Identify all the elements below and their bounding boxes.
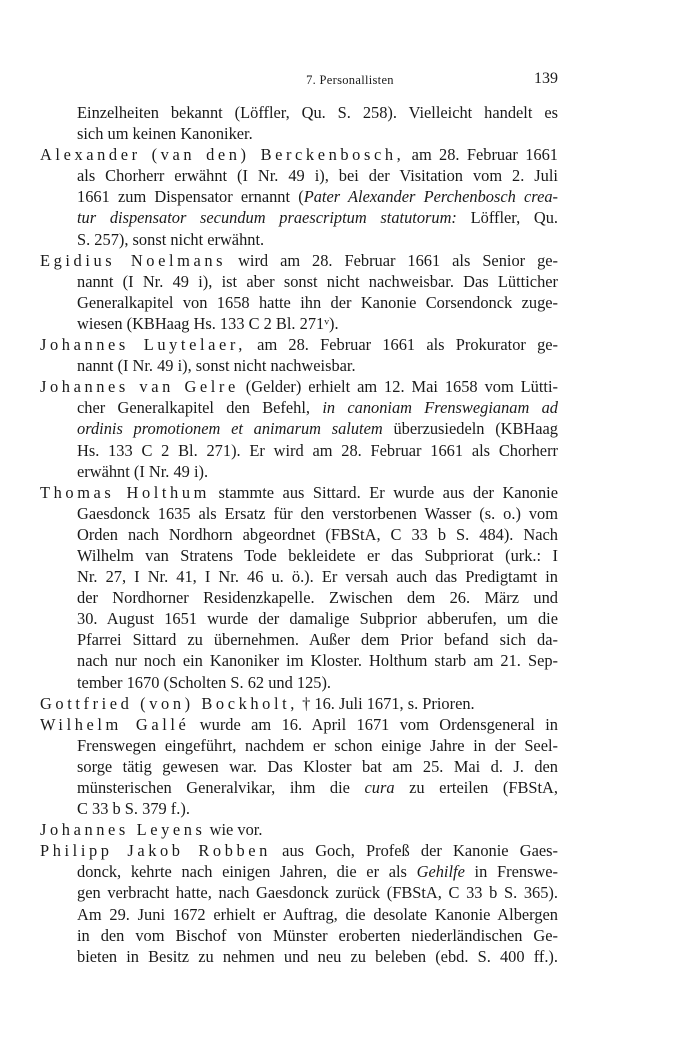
text-segment: Pfarrei Sittard zu übernehmen. Außer dem Prior befand sich da- xyxy=(77,630,558,650)
text-segment: Löffler, Qu. xyxy=(456,208,559,228)
register-entry xyxy=(40,840,558,967)
text-line xyxy=(40,250,558,271)
text-segment: 30. August 1651 wurde der damalige Subprior abberufen, um die xyxy=(77,609,558,629)
register-entry xyxy=(40,693,558,714)
text-line xyxy=(40,650,558,671)
text-segment: zu erteilen (FBStA, xyxy=(394,778,558,797)
text-segment: Wilhelm van Stratens Tode bekleidete er das Subpriorat (urk.: I xyxy=(77,545,558,565)
text-segment: Hs. 133 C 2 Bl. 271). Er wird am 28. Februar 1661 als Chorherr xyxy=(77,440,558,460)
text-line xyxy=(40,229,558,250)
text-line xyxy=(40,334,558,355)
text-segment: Nr. 27, I Nr. 41, I Nr. 46 u. ö.). Er versah auch das Predigtamt in xyxy=(77,567,558,587)
person-name: Thomas Holthum xyxy=(40,482,210,502)
register-entry xyxy=(40,102,558,144)
text-line xyxy=(40,608,558,629)
register-entry xyxy=(40,819,558,840)
text-segment: S. 257), sonst nicht erwähnt. xyxy=(77,229,265,249)
text-segment: der Nordhorner Residenzkapelle. Zwischen dem 26. März und xyxy=(77,588,558,608)
text-line xyxy=(40,397,558,418)
text-line xyxy=(40,524,558,545)
person-name: Philipp Jakob Robben xyxy=(40,841,271,861)
text-segment: sich um keinen Kanoniker. xyxy=(77,124,253,144)
text-line xyxy=(40,144,558,165)
text-line xyxy=(40,418,558,439)
latin-quote: cura xyxy=(364,778,395,797)
running-head xyxy=(0,70,700,92)
text-segment: Frenswegen eingeführt, nachdem er schon einige Jahre in der Seel- xyxy=(77,735,558,755)
running-title: 7. Personallisten xyxy=(306,73,394,87)
text-segment: wiesen (KBHaag Hs. 133 C 2 Bl. 271ᵛ). xyxy=(77,313,339,333)
text-segment: cher Generalkapitel den Befehl, xyxy=(77,398,323,418)
person-name: Johannes Luytelaer, xyxy=(40,335,246,355)
text-segment: bieten in Besitz zu nehmen und neu zu beleben (ebd. S. 400 ff.). xyxy=(77,946,558,966)
text-line xyxy=(40,355,558,376)
text-line xyxy=(40,461,558,482)
latin-quote: ordinis promotionem et animarum salutem xyxy=(77,419,383,439)
text-segment: am 28. Februar 1661 als Prokurator ge- xyxy=(245,335,559,355)
text-segment: in Frenswe- xyxy=(464,862,558,882)
text-line xyxy=(40,207,558,228)
text-segment: sorge tätig gewesen war. Das Kloster bat am 25. Mai d. J. den xyxy=(77,756,558,776)
text-line xyxy=(40,693,558,714)
text-line xyxy=(40,861,558,882)
text-segment: erwähnt (I Nr. 49 i). xyxy=(77,461,209,481)
person-name: Johannes van Gelre xyxy=(40,377,239,397)
text-line xyxy=(40,440,558,461)
register-entry xyxy=(40,376,558,481)
latin-quote: Gehilfe xyxy=(416,862,465,882)
text-segment: wurde am 16. April 1671 vom Ordensgeneral in xyxy=(189,714,558,734)
text-line xyxy=(40,566,558,587)
text-line xyxy=(40,840,558,861)
text-line xyxy=(40,313,558,334)
text-segment: C 33 b S. 379 f.). xyxy=(77,799,190,819)
text-segment: Am 29. Juni 1672 erhielt er Auftrag, die desolate Kanonie Albergen xyxy=(77,904,558,924)
register-entry xyxy=(40,144,558,249)
text-line xyxy=(40,925,558,946)
text-line xyxy=(40,756,558,777)
person-name: Wilhelm Gallé xyxy=(40,714,190,734)
text-segment: † 16. Juli 1671, s. Prioren. xyxy=(297,693,475,713)
text-segment: in den vom Bischof von Münster eroberten niederländischen Ge- xyxy=(77,925,558,945)
text-segment: nach nur noch ein Kanoniker im Kloster. Holthum starb am 21. Sep- xyxy=(77,651,558,671)
text-segment: als Chorherr erwähnt (I Nr. 49 i), bei der Visitation vom 2. Juli xyxy=(77,166,558,186)
text-segment: Einzelheiten bekannt (Löffler, Qu. S. 258). Vielleicht handelt es xyxy=(77,103,558,122)
person-name: Egidius Noelmans xyxy=(40,250,227,270)
text-segment: aus Goch, Profeß der Kanonie Gaes- xyxy=(270,841,558,861)
register-entry xyxy=(40,250,558,334)
latin-quote: tur dispensator secundum praescriptum statutorum: xyxy=(77,208,457,228)
register-entry xyxy=(40,334,558,376)
text-segment: nannt (I Nr. 49 i), sonst nicht nachweisbar. xyxy=(77,356,356,376)
text-segment: nannt (I Nr. 49 i), ist aber sonst nicht nachweisbar. Das Lütticher xyxy=(77,271,558,291)
text-line xyxy=(40,629,558,650)
page-number: 139 xyxy=(534,70,558,87)
text-segment: überzusiedeln (KBHaag xyxy=(382,419,558,439)
body-text xyxy=(40,102,558,967)
text-line xyxy=(40,798,558,819)
text-segment: donck, kehrte nach einigen Jahren, die er als xyxy=(77,862,417,882)
text-segment: wie vor. xyxy=(205,820,263,840)
text-segment: stammte aus Sittard. Er wurde aus der Kanonie xyxy=(210,482,558,502)
text-segment: wird am 28. Februar 1661 als Senior ge- xyxy=(226,250,558,270)
person-name: Gottfried (von) Bockholt, xyxy=(40,693,298,713)
text-segment: Orden nach Nordhorn abgeordnet (FBStA, C 33 b S. 484). Nach xyxy=(77,524,558,544)
text-segment: Generalkapitel von 1658 hatte ihn der Kanonie Corsendonck zuge- xyxy=(77,292,558,312)
text-segment: am 28. Februar 1661 xyxy=(404,145,558,165)
text-line xyxy=(40,503,558,524)
text-line xyxy=(40,482,558,503)
text-line xyxy=(40,376,558,397)
text-line xyxy=(40,271,558,292)
text-segment: (Gelder) erhielt am 12. Mai 1658 vom Lütti- xyxy=(238,377,558,397)
text-segment: Gaesdonck 1635 als Ersatz für den verstorbenen Wasser (s. o.) vom xyxy=(77,503,558,523)
text-line xyxy=(40,186,558,207)
text-segment: tember 1670 (Scholten S. 62 und 125). xyxy=(77,672,332,692)
text-line xyxy=(40,587,558,608)
text-line xyxy=(40,777,558,798)
text-segment: münsterischen Generalvikar, ihm die xyxy=(77,778,365,797)
text-line xyxy=(40,545,558,566)
latin-quote: in canoniam Frenswegianam ad xyxy=(322,398,558,418)
text-line xyxy=(40,123,558,144)
person-name: Johannes Leyens xyxy=(40,820,206,840)
text-line xyxy=(40,735,558,756)
text-line xyxy=(40,102,558,123)
text-line xyxy=(40,946,558,967)
text-line xyxy=(40,882,558,903)
text-line xyxy=(40,165,558,186)
text-segment: 1661 zum Dispensator ernannt ( xyxy=(77,187,304,207)
person-name: Alexander (van den) Berckenbosch, xyxy=(40,145,405,165)
register-entry xyxy=(40,482,558,693)
register-entry xyxy=(40,714,558,819)
text-line xyxy=(40,672,558,693)
text-line xyxy=(40,904,558,925)
latin-quote: Pater Alexander Perchenbosch crea- xyxy=(303,187,559,207)
text-line xyxy=(40,292,558,313)
text-line xyxy=(40,714,558,735)
text-line xyxy=(40,819,558,840)
text-segment: gen verbracht hatte, nach Gaesdonck zurück (FBStA, C 33 b S. 365). xyxy=(77,883,558,903)
